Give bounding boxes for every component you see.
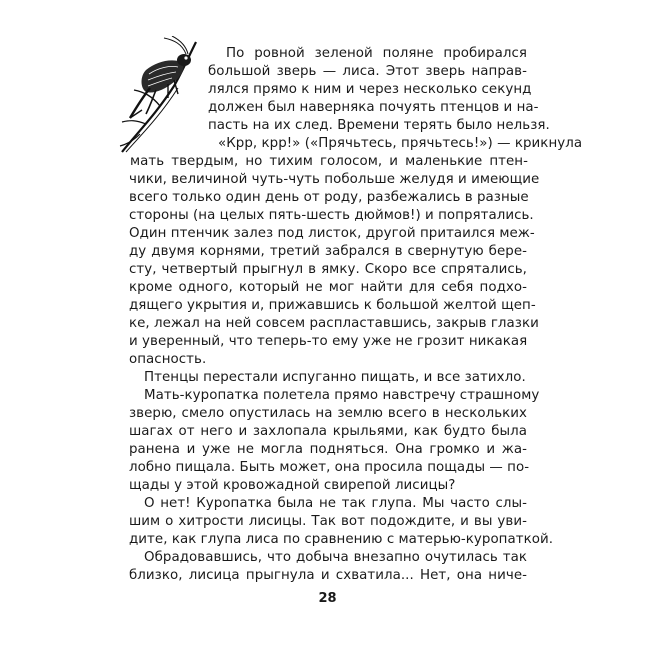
text-line: дящего укрытия и, прижавшись к большой желтой щеп- bbox=[129, 298, 536, 313]
text-line: «Крр, крр!» («Прячьтесь, прячьтесь!») — крикнула bbox=[218, 136, 583, 151]
text-line: щады у этой кровожадной свирепой лисицы? bbox=[129, 478, 456, 493]
text-line: мать твердым, но тихим голосом, и маленькие птен- bbox=[130, 154, 528, 169]
text-line: должен был наверняка почуять птенцов и на- bbox=[208, 100, 539, 115]
text-line: пасть на их след. Времени терять было нельзя. bbox=[208, 118, 550, 133]
text-line: По ровной зеленой поляне пробирался bbox=[226, 46, 527, 61]
grasshopper-illustration bbox=[116, 36, 200, 154]
text-line: Один птенчик залез под листок, другой притаился меж- bbox=[129, 226, 535, 241]
text-line: ду двумя корнями, третий забрался в свернутую бере- bbox=[129, 244, 527, 259]
text-line: шим о хитрости лисицы. Так вот подождите, и вы уви- bbox=[129, 514, 527, 529]
text-line: близко, лисица прыгнула и схватила... Нет, она ниче- bbox=[129, 568, 527, 583]
text-line: зверю, смело опустилась на землю всего в нескольких bbox=[129, 406, 527, 421]
text-line: всего только один день от роду, разбежались в разные bbox=[129, 190, 529, 205]
text-line: лобно пищала. Быть может, она просила пощады — по- bbox=[129, 460, 530, 475]
text-line: кроме одного, который не мог найти для себя подхо- bbox=[129, 280, 527, 295]
text-line: стороны (на целых пять-шесть дюймов!) и попрятались. bbox=[129, 208, 534, 223]
text-line: опасность. bbox=[129, 352, 207, 367]
text-line: Птенцы перестали испуганно пищать, и все затихло. bbox=[144, 370, 526, 385]
text-line: ранена и уже не могла подняться. Она громко и жа- bbox=[129, 442, 527, 457]
text-line: Мать-куропатка полетела прямо навстречу страшному bbox=[144, 388, 540, 403]
text-line: лялся прямо к ним и через несколько секунд bbox=[208, 82, 532, 97]
text-line: Обрадовавшись, что добыча внезапно очутилась так bbox=[144, 550, 527, 565]
text-line: большой зверь — лиса. Этот зверь направ- bbox=[208, 64, 527, 79]
text-line: ке, лежал на ней совсем распластавшись, закрыв глазки bbox=[129, 316, 539, 331]
text-line: О нет! Куропатка была не так глупа. Мы часто слы- bbox=[144, 496, 527, 511]
text-line: и уверенный, что теперь-то ему уже не грозит никакая bbox=[129, 334, 528, 349]
text-line: чики, величиной чуть-чуть побольше желудя и имеющие bbox=[129, 172, 540, 187]
text-line: сту, четвертый прыгнул в ямку. Скоро все спрятались, bbox=[129, 262, 527, 277]
text-line: шагах от него и захлопала крыльями, как будто была bbox=[129, 424, 527, 439]
page-number: 28 bbox=[318, 591, 337, 606]
text-line: дите, как глупа лиса по сравнению с матерью-куропаткой. bbox=[129, 532, 554, 547]
